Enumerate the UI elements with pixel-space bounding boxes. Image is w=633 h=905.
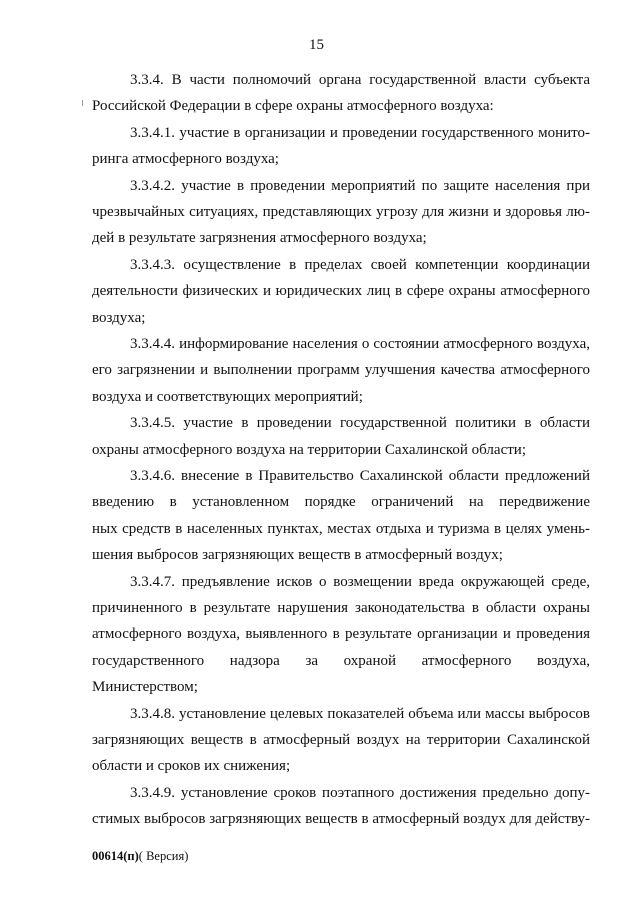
text-line: введению в установленном порядке ограничений на передвижение bbox=[92, 494, 590, 511]
text-line: 3.3.4.3. осуществление в пределах своей компетенции координации bbox=[130, 256, 590, 273]
document-footer bbox=[92, 848, 188, 864]
text-line: стимых выбросов загрязняющих веществ в атмосферный воздух для действу- bbox=[92, 811, 591, 828]
page-number: 15 bbox=[309, 37, 324, 53]
text-line: области и сроков их снижения; bbox=[92, 758, 291, 775]
text-line: загрязняющих веществ в атмосферный воздух на территории Сахалинской bbox=[92, 731, 590, 748]
paragraph-3-3-4-9 bbox=[92, 780, 590, 833]
document-body bbox=[92, 67, 590, 832]
text-line: дей в результате загрязнения атмосферного воздуха; bbox=[92, 230, 427, 247]
text-line: его загрязнении и выполнении программ улучшения качества атмосферного bbox=[92, 362, 590, 379]
text-line: 3.3.4.9. установление сроков поэтапного достижения предельно допу- bbox=[130, 784, 590, 801]
document-version: ( Версия) bbox=[138, 849, 189, 863]
text-line: воздуха и соответствующих мероприятий; bbox=[92, 388, 363, 405]
text-line: ных средств в населенных пунктах, местах отдыха и туризма в целях умень- bbox=[92, 520, 590, 537]
paragraph-3-3-4-1 bbox=[92, 120, 590, 173]
text-line: 3.3.4.7. предъявление исков о возмещении вреда окружающей среде, bbox=[130, 573, 590, 590]
paragraph-3-3-4-6 bbox=[92, 463, 590, 569]
text-line: 3.3.4.1. участие в организации и проведении государственного монито- bbox=[130, 124, 590, 141]
text-line: деятельности физических и юридических лиц в сфере охраны атмосферного bbox=[92, 283, 590, 300]
text-line: ринга атмосферного воздуха; bbox=[92, 151, 279, 168]
text-line: Российской Федерации в сфере охраны атмосферного воздуха: bbox=[92, 98, 494, 115]
text-line: охраны атмосферного воздуха на территории Сахалинской области; bbox=[92, 441, 526, 458]
text-line: 3.3.4.2. участие в проведении мероприятий по защите населения при bbox=[130, 177, 590, 194]
scan-speck bbox=[82, 100, 83, 106]
paragraph-3-3-4-4 bbox=[92, 331, 590, 410]
text-line: чрезвычайных ситуациях, представляющих угрозу для жизни и здоровья лю- bbox=[92, 203, 590, 220]
paragraph-3-3-4-5 bbox=[92, 410, 590, 463]
document-code: 00614(п) bbox=[92, 849, 139, 863]
text-line: государственного надзора за охраной атмосферного воздуха, bbox=[92, 652, 590, 669]
text-line: 3.3.4.4. информирование населения о состоянии атмосферного воздуха, bbox=[130, 335, 590, 352]
paragraph-3-3-4 bbox=[92, 67, 590, 120]
paragraph-3-3-4-2 bbox=[92, 173, 590, 252]
paragraph-3-3-4-7 bbox=[92, 569, 590, 701]
text-line: воздуха; bbox=[92, 309, 146, 326]
text-line: причиненного в результате нарушения законодательства в области охраны bbox=[92, 599, 590, 616]
paragraph-3-3-4-8 bbox=[92, 701, 590, 780]
text-line: атмосферного воздуха, выявленного в результате организации и проведения bbox=[92, 626, 590, 643]
paragraph-3-3-4-3 bbox=[92, 252, 590, 331]
text-line: 3.3.4.6. внесение в Правительство Сахалинской области предложений bbox=[130, 467, 590, 484]
text-line: 3.3.4.5. участие в проведении государственной политики в области bbox=[130, 415, 590, 432]
text-line: 3.3.4. В части полномочий органа государственной власти субъекта bbox=[130, 72, 590, 88]
text-line: Министерством; bbox=[92, 679, 198, 696]
text-line: 3.3.4.8. установление целевых показателей объема или массы выбросов bbox=[130, 705, 590, 722]
text-line: шения выбросов загрязняющих веществ в атмосферный воздух; bbox=[92, 547, 503, 564]
